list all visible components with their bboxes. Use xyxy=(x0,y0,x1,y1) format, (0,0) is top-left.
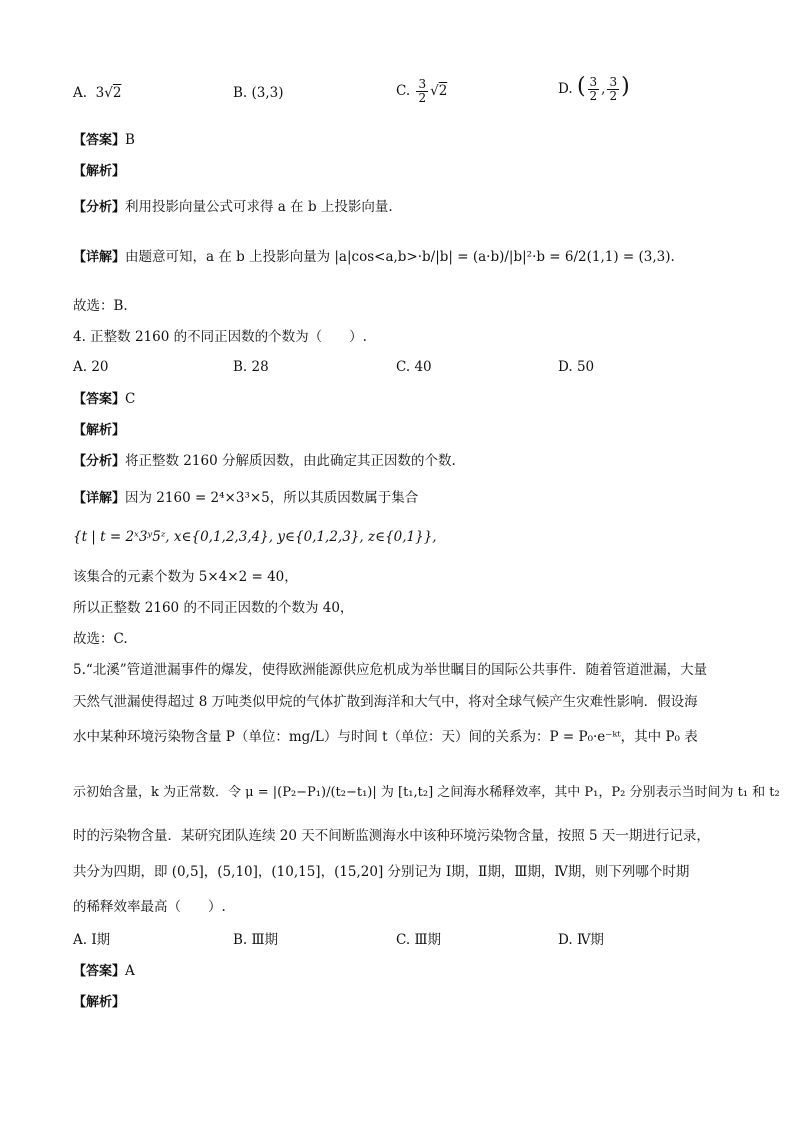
detail-text: 由题意可知，a 在 b 上投影向量为 |a|cos<a,b>·b/|b| = (a·b)/|b|²·b = 6/2(1,1) = (3,3). xyxy=(125,249,675,265)
option-value: Ⅲ期 xyxy=(414,932,441,948)
q3-option-d: D. ( $\frac{3}{2}$ , $\frac{3}{2}$ ) xyxy=(558,74,630,103)
q4-analysis-tag xyxy=(73,420,125,441)
option-label: B. xyxy=(233,85,248,101)
q5-analysis-tag xyxy=(73,992,125,1013)
option-value: (3,3) xyxy=(251,85,284,101)
option-label: A. xyxy=(73,359,88,375)
q4-result xyxy=(73,598,353,618)
q3-conclusion xyxy=(73,296,128,316)
q3-detail xyxy=(73,247,675,268)
analysis-tag: 【解析】 xyxy=(73,164,126,179)
fenxi-text: 利用投影向量公式可求得 a 在 b 上投影向量. xyxy=(125,199,393,215)
count-text: 该集合的元素个数为 5×4×2 = 40， xyxy=(73,569,298,585)
answer-tag: 【答案】 xyxy=(73,133,126,148)
conclusion-text: 故选：B. xyxy=(73,298,128,314)
q4-set xyxy=(73,527,437,547)
q5-stem-line3 xyxy=(73,727,698,747)
fenxi-text: 将正整数 2160 分解质因数，由此确定其正因数的个数. xyxy=(125,453,456,469)
stem-text: 5.“北溪”管道泄漏事件的爆发，使得欧洲能源供应危机成为举世瞩目的国际公共事件．随着管道泄漏，大量 xyxy=(73,662,708,678)
option-label: D. xyxy=(558,932,573,948)
option-label: D. xyxy=(558,81,573,97)
option-value: Ⅲ期 xyxy=(251,932,279,948)
option-value: Ⅰ期 xyxy=(91,932,111,948)
q5-stem-line1 xyxy=(73,660,707,680)
option-label: B. xyxy=(233,359,248,375)
set-expression: {t | t = 2ˣ3ʸ5ᶻ, x∈{0,1,2,3,4}, y∈{0,1,2,3}, z∈{0,1}}, xyxy=(73,529,437,545)
q5-option-c xyxy=(396,929,441,951)
q5-option-d xyxy=(558,929,604,951)
q4-option-b xyxy=(233,356,269,378)
detail-text: 因为 2160 = 2⁴×3³×5，所以其质因数属于集合 xyxy=(125,490,419,506)
stem-text: 水中某种环境污染物含量 P（单位：mg/L）与时间 t（单位：天）间的关系为：P = P₀·e⁻ᵏᵗ，其中 P₀ 表 xyxy=(73,729,698,745)
answer-value: B xyxy=(125,132,135,148)
q5-option-b xyxy=(233,929,278,951)
option-value: Ⅳ期 xyxy=(576,932,604,948)
option-label: C. xyxy=(396,83,411,99)
fraction: $\frac{3}{2}$ xyxy=(418,77,427,105)
option-label: A. xyxy=(73,85,88,101)
q5-answer xyxy=(73,961,135,982)
stem-text: 天然气泄漏使得超过 8 万吨类似甲烷的气体扩散到海洋和大气中，将对全球气候产生灾难性影响．假设海 xyxy=(73,694,698,710)
q3-option-a xyxy=(73,82,121,104)
q5-stem-line6 xyxy=(73,862,689,882)
stem-text: 的稀释效率最高（ ）. xyxy=(73,899,226,915)
option-value: 3√2 xyxy=(91,85,122,101)
q4-option-a xyxy=(73,356,109,378)
q3-analysis-tag xyxy=(73,161,125,182)
q3-option-c: C. $\frac{3}{2}$ √2 xyxy=(396,77,448,105)
q3-option-b xyxy=(233,82,284,104)
stem-text: 共分为四期，即 (0,5]，(5,10]，(10,15]，(15,20] 分别记为 Ⅰ期，Ⅱ期，Ⅲ期，Ⅳ期，则下列哪个时期 xyxy=(73,864,690,880)
detail-tag: 【详解】 xyxy=(73,250,126,265)
stem-text: 示初始含量，k 为正常数．令 μ = |(P₂−P₁)/(t₂−t₁)| 为 [t₁,t₂] 之间海水稀释效率，其中 P₁，P₂ 分别表示当时间为 t₁ 和 t₂ xyxy=(73,785,780,800)
analysis-tag: 【解析】 xyxy=(73,995,126,1010)
q4-stem xyxy=(73,327,367,347)
option-value: 40 xyxy=(414,359,432,375)
answer-value: A xyxy=(125,963,135,979)
option-label: D. xyxy=(558,359,573,375)
fenxi-tag: 【分析】 xyxy=(73,454,126,469)
stem-text: 时的污染物含量．某研究团队连续 20 天不间断监测海水中该种环境污染物含量，按照 5 天一期进行记录， xyxy=(73,828,710,844)
option-value: 50 xyxy=(576,359,595,375)
answer-value: C xyxy=(125,391,136,407)
answer-tag: 【答案】 xyxy=(73,964,126,979)
q4-conclusion xyxy=(73,629,128,649)
question-stem: 4. 正整数 2160 的不同正因数的个数为（ ）. xyxy=(73,329,367,345)
detail-tag: 【详解】 xyxy=(73,491,126,506)
q4-option-c xyxy=(396,356,432,378)
option-label: C. xyxy=(396,359,411,375)
q5-stem-line5 xyxy=(73,826,710,846)
option-value: 28 xyxy=(251,359,269,375)
q5-stem-line2 xyxy=(73,692,698,712)
option-label: C. xyxy=(396,932,411,948)
q4-count xyxy=(73,567,298,587)
analysis-tag: 【解析】 xyxy=(73,423,126,438)
q5-stem-line4 xyxy=(73,783,780,803)
q5-option-a xyxy=(73,929,110,951)
q4-option-d xyxy=(558,356,594,378)
q4-detail xyxy=(73,488,418,509)
answer-tag: 【答案】 xyxy=(73,392,126,407)
option-value: 20 xyxy=(91,359,109,375)
q5-stem-line7 xyxy=(73,897,226,917)
q4-fenxi xyxy=(73,451,456,472)
result-text: 所以正整数 2160 的不同正因数的个数为 40， xyxy=(73,600,354,616)
q3-fenxi xyxy=(73,197,393,218)
option-label: B. xyxy=(233,932,248,948)
option-label: A. xyxy=(73,932,88,948)
fenxi-tag: 【分析】 xyxy=(73,200,126,215)
q3-answer xyxy=(73,130,135,151)
conclusion-text: 故选：C. xyxy=(73,631,128,647)
q4-answer xyxy=(73,389,135,410)
